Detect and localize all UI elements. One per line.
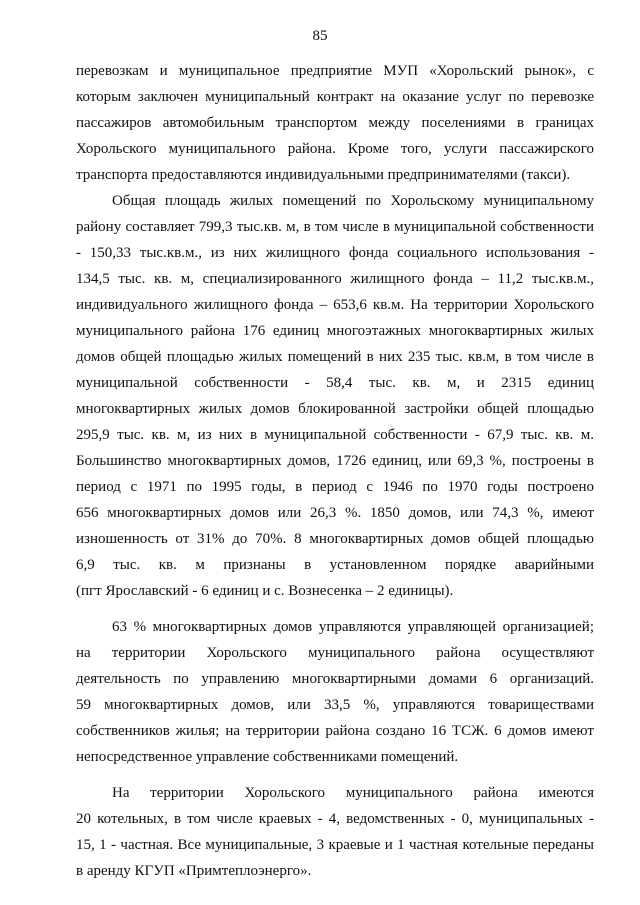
- text-line: пассажиров автомобильным транспортом между поселениями в границах: [76, 115, 594, 131]
- text-line: 20 котельных, в том числе краевых - 4, ведомственных - 0, муниципальных -: [76, 811, 594, 827]
- text-line: муниципальной собственности - 58,4 тыс. кв. м, и 2315 единиц: [76, 375, 594, 391]
- text-line: в аренду КГУП «Примтеплоэнерго».: [76, 863, 312, 879]
- text-line: которым заключен муниципальный контракт на оказание услуг по перевозке: [76, 89, 594, 105]
- page-number: 85: [312, 28, 328, 44]
- text-line: Большинство многоквартирных домов, 1726 единиц, или 69,3 %, построены в: [76, 453, 594, 469]
- text-line: 59 многоквартирных домов, или 33,5 %, управляются товариществами: [76, 697, 594, 713]
- text-line: на территории Хорольского муниципального района осуществляют: [76, 645, 594, 661]
- text-line: 134,5 тыс. кв. м, специализированного жилищного фонда – 11,2 тыс.кв.м.,: [76, 271, 594, 287]
- text-line: домов общей площадью жилых помещений в них 235 тыс. кв.м, в том числе в: [76, 349, 594, 365]
- text-line: 656 многоквартирных домов или 26,3 %. 1850 домов, или 74,3 %, имеют: [76, 505, 594, 521]
- paragraph-2: [76, 188, 594, 604]
- paragraph-4: [76, 780, 594, 884]
- text-line: 295,9 тыс. кв. м, из них в муниципальной собственности - 67,9 тыс. кв. м.: [76, 427, 594, 443]
- text-line: изношенность от 31% до 70%. 8 многоквартирных домов общей площадью: [76, 531, 594, 547]
- text-line: району составляет 799,3 тыс.кв. м, в том числе в муниципальной собственности: [76, 219, 594, 235]
- text-line: - 150,33 тыс.кв.м., из них жилищного фонда социального использования -: [76, 245, 594, 261]
- paragraph-1: [76, 58, 594, 188]
- text-line: транспорта предоставляются индивидуальными предпринимателями (такси).: [76, 167, 571, 183]
- text-line: На территории Хорольского муниципального района имеются: [112, 785, 594, 801]
- text-line: 15, 1 - частная. Все муниципальные, 3 краевые и 1 частная котельные переданы: [76, 837, 594, 853]
- text-line: муниципального района 176 единиц многоэтажных многоквартирных жилых: [76, 323, 594, 339]
- paragraph-3: [76, 614, 594, 770]
- text-line: период с 1971 по 1995 годы, в период с 1946 по 1970 годы построено: [76, 479, 594, 495]
- text-line: (пгт Ярославский - 6 единиц и с. Вознесенка – 2 единицы).: [76, 583, 454, 599]
- text-line: собственников жилья; на территории района создано 16 ТСЖ. 6 домов имеют: [76, 723, 594, 739]
- text-line: непосредственное управление собственниками помещений.: [76, 749, 459, 765]
- text-line: Общая площадь жилых помещений по Хорольскому муниципальному: [112, 193, 594, 209]
- text-line: перевозкам и муниципальное предприятие МУП «Хорольский рынок», с: [76, 63, 594, 79]
- text-line: Хорольского муниципального района. Кроме того, услуги пассажирского: [76, 141, 594, 157]
- text-line: индивидуального жилищного фонда – 653,6 кв.м. На территории Хорольского: [76, 297, 594, 313]
- text-line: 6,9 тыс. кв. м признаны в установленном порядке аварийными: [76, 557, 594, 573]
- text-line: многоквартирных жилых домов блокированной застройки общей площадью: [76, 401, 594, 417]
- text-line: 63 % многоквартирных домов управляются управляющей организацией;: [112, 619, 594, 635]
- document-body: [76, 58, 594, 884]
- text-line: деятельность по управлению многоквартирными домами 6 организаций.: [76, 671, 594, 687]
